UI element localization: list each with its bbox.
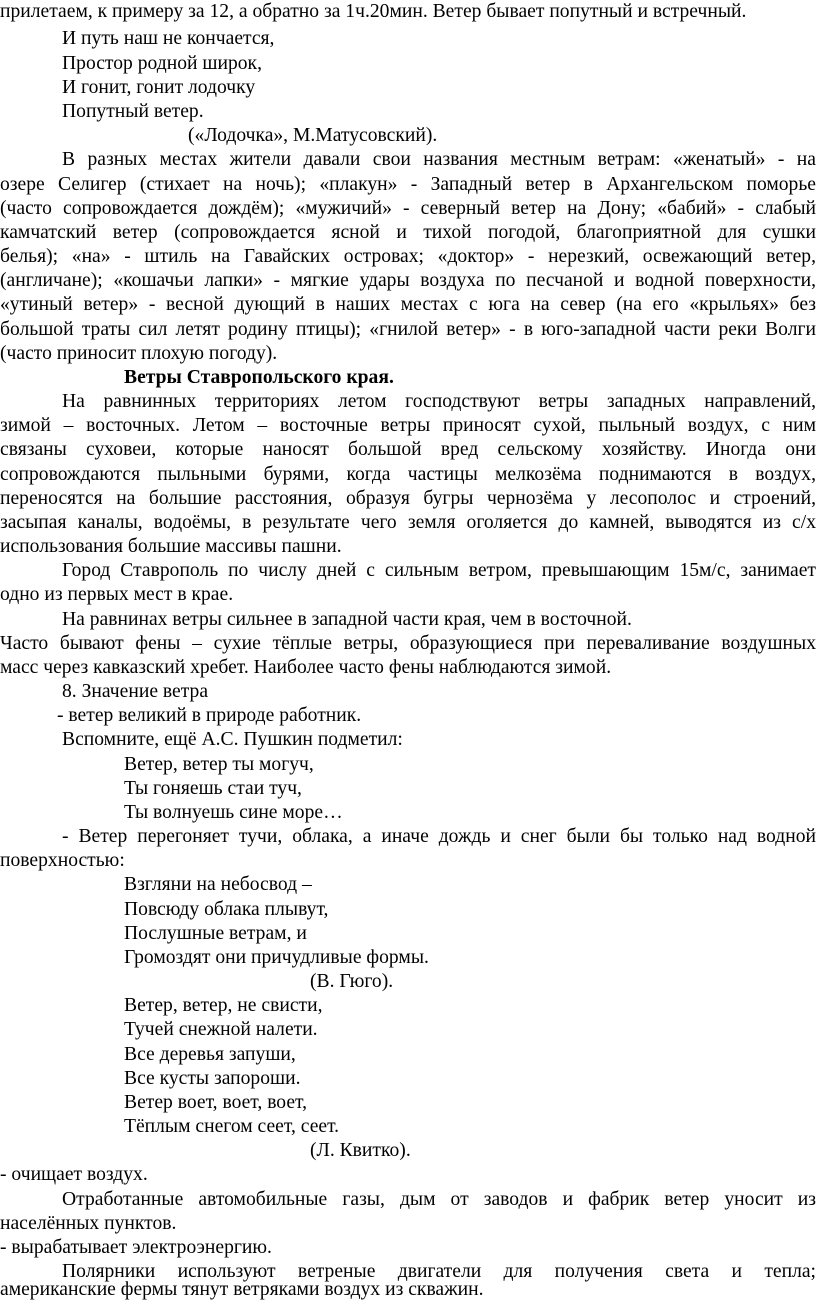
text-line: (англичане); «кошачьи лапки» - мягкие удары воздуха по песчаной и водной поверхности, xyxy=(0,270,816,291)
poem-line: Громоздят они причудливые формы. xyxy=(124,947,429,968)
text-line: американские фермы тянут ветряками воздух из скважин. xyxy=(0,1279,484,1300)
poem-attribution: (В. Гюго). xyxy=(310,971,394,992)
text-line: связаны суховеи, которые наносят большой вред сельскому хозяйству. Иногда они xyxy=(0,439,816,460)
poem-line: Попутный ветер. xyxy=(62,101,204,122)
poem-line: Взгляни на небосвод – xyxy=(124,874,312,895)
text-line: прилетаем, к примеру за 12, а обратно за 1ч.20мин. Ветер бывает попутный и встречный. xyxy=(0,1,747,22)
text-line: - Ветер перегоняет тучи, облака, а иначе дождь и снег были бы только над водной xyxy=(62,826,816,847)
text-line: На равнинных территориях летом господствуют ветры западных направлений, xyxy=(62,391,816,412)
poem-line: Все кусты запороши. xyxy=(124,1068,301,1089)
text-line: масс через кавказский хребет. Наиболее часто фены наблюдаются зимой. xyxy=(0,657,612,678)
text-line: зимой – восточных. Летом – восточные ветры приносят сухой, пыльный воздух, с ним xyxy=(0,415,816,436)
poem-line: Ветер, ветер ты могуч, xyxy=(124,754,314,775)
poem-line: И путь наш не кончается, xyxy=(62,28,275,49)
poem-line: Ты волнуешь сине море… xyxy=(124,802,343,823)
text-line: камчатский ветер (сопровождается ясной и тихой погодой, благоприятной для сушки xyxy=(0,222,816,243)
poem-line: Послушные ветрам, и xyxy=(124,923,307,944)
text-line: засыпая каналы, водоёмы, в результате чего земля оголяется до камней, выводятся из с/х xyxy=(0,512,816,533)
text-line: Полярники используют ветреные двигатели для получения света и тепла; xyxy=(62,1261,816,1282)
section-heading: Ветры Ставропольского края. xyxy=(124,367,394,388)
poem-line: Ветер воет, воет, воет, xyxy=(124,1092,308,1113)
text-line: использования большие массивы пашни. xyxy=(0,536,342,557)
poem-line: Тёплым снегом сеет, сеет. xyxy=(124,1116,340,1137)
text-line: сопровождаются пыльными бурями, когда частицы мелкозёма поднимаются в воздух, xyxy=(0,464,816,485)
text-line: Отработанные автомобильные газы, дым от заводов и фабрик ветер уносит из xyxy=(62,1189,816,1210)
text-line: - вырабатывает электроэнергию. xyxy=(0,1237,272,1258)
text-line: (часто сопровождается дождём); «мужичий» - северный ветер на Дону; «бабий» - слабый xyxy=(0,198,816,219)
poem-line: И гонит, гонит лодочку xyxy=(62,77,256,98)
poem-line: Ты гоняешь стаи туч, xyxy=(124,778,302,799)
text-line: В разных местах жители давали свои названия местным ветрам: «женатый» - на xyxy=(62,149,816,170)
poem-line: Повсюду облака плывут, xyxy=(124,899,329,920)
text-line: (часто приносит плохую погоду). xyxy=(0,343,278,364)
text-line: «утиный ветер» - весной дующий в наших местах с юга на север (на его «крыльях» без xyxy=(0,294,816,315)
text-line: большой траты сил летят родину птицы); «гнилой ветер» - в юго-западной части реки Волги xyxy=(0,319,816,340)
text-line: - очищает воздух. xyxy=(0,1164,148,1185)
text-line: Часто бывают фены – сухие тёплые ветры, образующиеся при переваливание воздушных xyxy=(0,633,816,654)
text-line: Вспомните, ещё А.С. Пушкин подметил: xyxy=(62,729,403,750)
section-heading: 8. Значение ветра xyxy=(62,681,209,702)
poem-attribution: (Л. Квитко). xyxy=(310,1140,411,1161)
poem-line: Все деревья запуши, xyxy=(124,1044,296,1065)
poem-attribution: («Лодочка», М.Матусовский). xyxy=(188,125,438,146)
poem-line: Тучей снежной налети. xyxy=(124,1019,318,1040)
text-line: озере Селигер (стихает на ночь); «плакун» - Западный ветер в Архангельском поморье xyxy=(0,174,816,195)
text-line: поверхностью: xyxy=(0,850,125,871)
text-line: - ветер великий в природе работник. xyxy=(57,705,362,726)
poem-line: Ветер, ветер, не свисти, xyxy=(124,995,323,1016)
text-line: переносятся на большие расстояния, образуя бугры чернозёма у лесополос и строений, xyxy=(0,488,816,509)
text-line: белья); «на» - штиль на Гавайских островах; «доктор» - нерезкий, освежающий ветер, xyxy=(0,246,816,267)
text-line: Город Ставрополь по числу дней с сильным ветром, превышающим 15м/с, занимает xyxy=(62,560,816,581)
poem-line: Простор родной широк, xyxy=(62,53,262,74)
text-line: одно из первых мест в крае. xyxy=(0,584,234,605)
text-line: населённых пунктов. xyxy=(0,1213,177,1234)
text-line: На равнинах ветры сильнее в западной части края, чем в восточной. xyxy=(62,609,632,630)
